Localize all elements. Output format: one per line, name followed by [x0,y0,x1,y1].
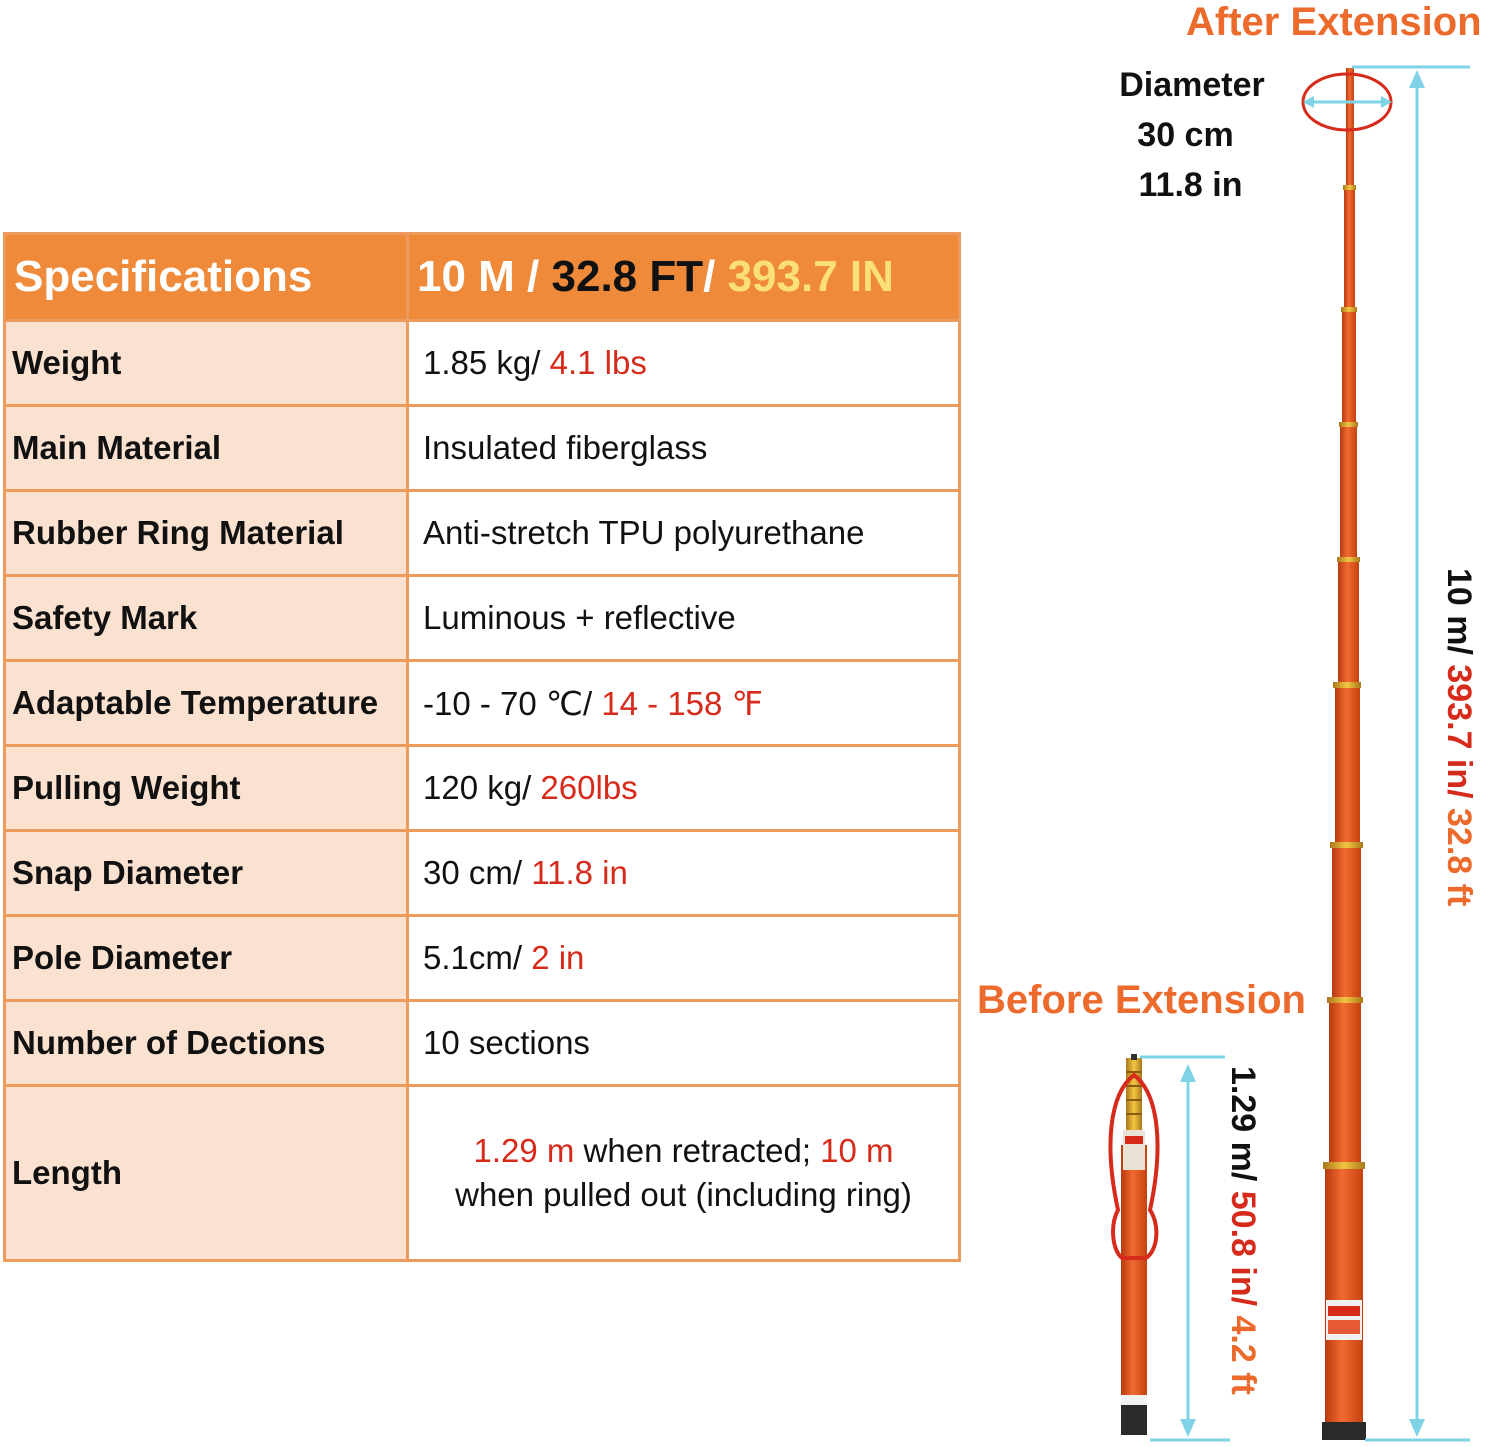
pole-section-8 [1329,1000,1361,1165]
spec-label: Pulling Weight [5,746,408,831]
spec-header-title: Specifications [14,252,313,301]
retracted-m: 1.29 m/ [1224,1066,1262,1191]
spec-value-imperial: 14 - 158 ℉ [601,684,763,722]
spec-value-metric: 30 cm/ [423,854,532,891]
spec-label: Weight [5,321,408,406]
spec-value-metric: -10 - 70 ℃/ [423,684,602,722]
pole-section-2 [1344,188,1355,310]
spec-value-imperial: 260lbs [540,769,638,806]
retracted-length-label [1223,1066,1262,1395]
spec-value-imperial: 11.8 in [531,854,628,891]
size-ft: 32.8 FT [551,252,704,301]
length-extended: 10 m [820,1132,894,1169]
pole-section-1 [1346,68,1354,188]
after-extension-title: After Extension [1186,0,1482,44]
extended-length-label [1439,568,1478,906]
length-text-1: when retracted; [574,1132,821,1169]
spec-label: Adaptable Temperature [5,661,408,746]
retracted-end-cap [1121,1405,1147,1435]
retracted-in: 50.8 in/ [1224,1190,1262,1316]
size-sep: / [703,252,728,301]
retracted-ft: 4.2 ft [1224,1315,1262,1395]
spec-label: Number of Dections [5,1001,408,1086]
retracted-pole [1110,1054,1157,1435]
spec-value-metric: 120 kg/ [423,769,541,806]
spec-value: Insulated fiberglass [408,406,960,491]
size-in: 393.7 IN [727,252,894,301]
before-extension-title: Before Extension [977,978,1306,1022]
pole-section-5 [1338,560,1359,685]
pole-section-7 [1332,845,1361,1000]
spec-label: Pole Diameter [5,916,408,1001]
length-text-2: when pulled out (including ring) [455,1176,912,1213]
diameter-in: 11.8 in [1138,166,1243,204]
spec-value-metric: 1.85 kg/ [423,344,550,381]
size-m: 10 M / [417,252,552,301]
spec-label: Safety Mark [5,576,408,661]
spec-value-metric: 5.1cm/ [423,939,532,976]
pole-section-3 [1342,310,1356,425]
extended-m: 10 m/ [1440,568,1478,665]
extended-pole [1322,68,1366,1440]
spec-value: 10 sections [408,1001,960,1086]
spec-value: Luminous + reflective [408,576,960,661]
spec-value: Anti-stretch TPU polyurethane [408,491,960,576]
spec-value-imperial: 2 in [531,939,585,976]
pole-end-cap [1322,1422,1366,1440]
retracted-body [1121,1145,1147,1425]
spec-label: Rubber Ring Material [5,491,408,576]
length-retracted: 1.29 m [473,1132,575,1169]
pole-section-4 [1340,425,1357,560]
diameter-cm: 30 cm [1137,116,1234,154]
spec-value-imperial: 4.1 lbs [549,344,647,381]
spec-label: Snap Diameter [5,831,408,916]
extended-ft: 32.8 ft [1440,808,1478,907]
pole-section-6 [1335,685,1360,845]
spec-label: Main Material [5,406,408,491]
pole-section-9 [1325,1165,1363,1425]
diameter-label: Diameter [1119,66,1265,104]
spec-label: Length [5,1086,408,1261]
extended-in: 393.7 in/ [1440,664,1478,809]
